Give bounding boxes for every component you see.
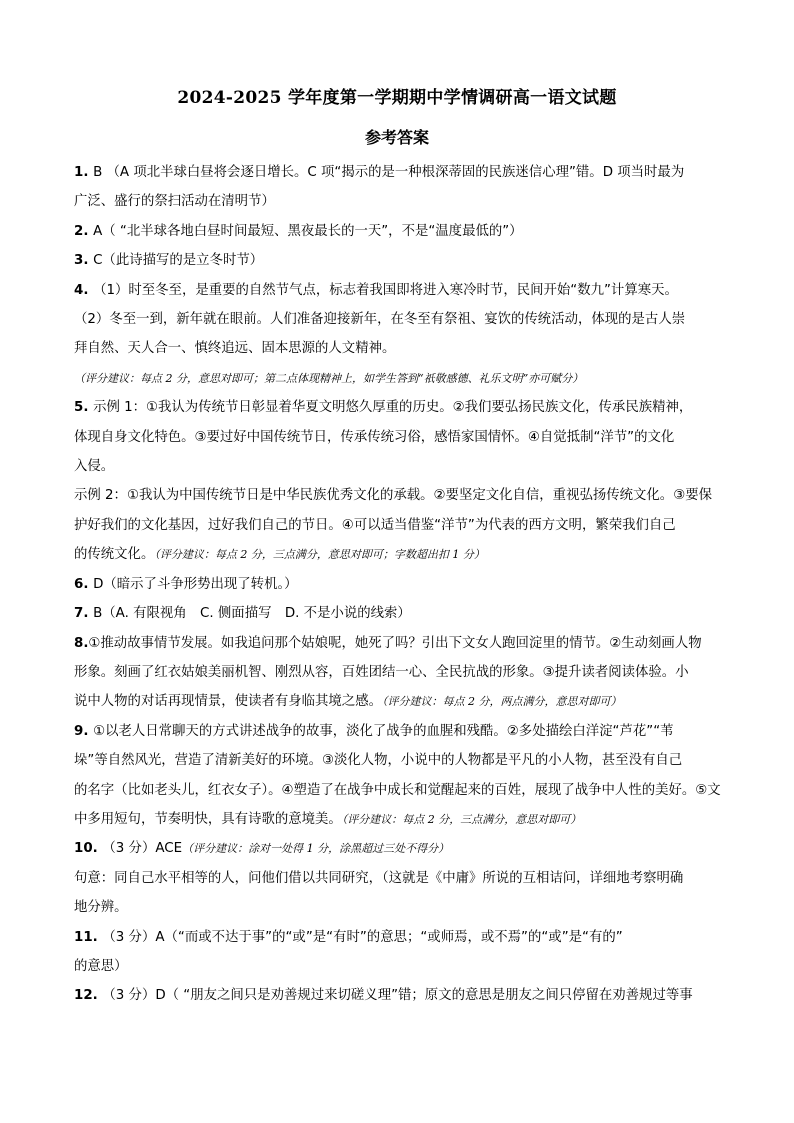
question-number: 5. (74, 400, 94, 416)
scoring-note: （评分建议：每点 2 分，意思对即可；第二点体现精神上，如学生答到“祇敬感德、礼乐文明”亦可赋分） (74, 371, 584, 385)
answer-text: ①推动故事情节发展。如我追问那个姑娘呢，她死了吗？引出下文女人跑回淀里的情节。②生动刻画人物 (88, 635, 702, 651)
answer-line (74, 923, 720, 952)
answer-text: A（ “北半球各地白昼时间最短、黑夜最长的一天”，不是“温度最低的”） (93, 223, 523, 239)
answer-text: 广泛、盛行的祭扫活动在清明节） (74, 194, 275, 210)
answer-line (74, 776, 720, 805)
answer-line (74, 511, 720, 540)
scoring-note: （评分建议：涂对一处得 1 分，涂黑超过三处不得分） (182, 842, 450, 856)
answer-line (74, 805, 720, 834)
answer-line (74, 893, 720, 922)
answer-text: B （A 项北半球白昼将会逐日增长。C 项“揭示的是一种根深蒂固的民族迷信心理”错。D 项当时最为 (93, 165, 685, 180)
answer-text: （3 分）A（“而或不达于事”的“或”是“有时”的意思；“或师焉，或不焉”的“或”是“有的” (102, 929, 623, 945)
answer-line (74, 717, 720, 746)
answer-line (74, 276, 720, 305)
answer-line (74, 570, 720, 599)
question-number: 12. (74, 988, 103, 1004)
document-subtitle: 参考答案 (364, 128, 429, 147)
answer-text: 说中人物的对话再现情景，使读者有身临其境之感。 (74, 694, 382, 710)
answer-text: 的名字（比如老头儿，红衣女子）。④塑造了在战争中成长和觉醒起来的百姓，展现了战争中人性的美好。⑤文 (74, 782, 721, 798)
question-number: 7. (74, 606, 94, 622)
answer-line (74, 952, 720, 981)
question-number: 3. (74, 253, 94, 269)
answer-line (74, 599, 720, 628)
answer-text: 体现自身文化特色。③要过好中国传统节日，传承传统习俗，感悟家国情怀。④自觉抵制“洋节”的文化 (74, 429, 675, 445)
question-number: 2. (74, 223, 94, 239)
answer-text: B（A. 有限视角 C. 侧面描写 D. 不是小说的线索） (93, 606, 411, 622)
answer-line (74, 187, 720, 216)
answer-text: 句意：同自己水平相等的人，问他们借以共同研究，（这就是《中庸》所说的互相诘问，详细地考察明确 (74, 870, 684, 886)
answer-text: （1）时至冬至，是重要的自然节气点，标志着我国即将进入寒冷时节，民间开始“数九”计算寒天。 (93, 282, 678, 298)
answer-text: D（暗示了斗争形势出现了转机。） (93, 576, 298, 592)
scoring-note: （评分建议：每点 2 分，两点满分，意思对即可） (381, 695, 622, 709)
answer-line (74, 217, 720, 246)
answer-line (74, 305, 720, 334)
question-number: 8. (74, 635, 89, 651)
answer-line (74, 834, 720, 863)
answer-text: 护好我们的文化基因，过好我们自己的节日。④可以适当借鉴“洋节”为代表的西方文明，繁荣我们自己 (74, 517, 676, 533)
answer-text: 的传统文化。 (74, 547, 155, 563)
answer-text: 垛”等自然风光，营造了清新美好的环境。③淡化人物，小说中的人物都是平凡的小人物，甚至没有自己 (74, 753, 683, 769)
answer-line (74, 364, 720, 393)
answer-line (74, 423, 720, 452)
answer-text: 入侵。 (74, 459, 115, 475)
answer-text: 形象。刻画了红衣姑娘美丽机智、刚烈从容，百姓团结一心、全民抗战的形象。③提升读者阅读体验。小 (74, 664, 689, 680)
answer-line (74, 246, 720, 275)
question-number: 10. (74, 841, 103, 857)
answer-text: 示例 2：①我认为中国传统节日是中华民族优秀文化的承载。②要坚定文化自信，重视弘扬传统文化。③要保 (74, 488, 712, 504)
scoring-note: （评分建议：每点 2 分，三点满分，意思对即可；字数超出扣 1 分） (154, 548, 485, 562)
question-number: 1. (74, 165, 94, 180)
answer-line (74, 629, 720, 658)
answer-line (74, 864, 720, 893)
answer-line (74, 746, 720, 775)
answer-text: 拜自然、天人合一、慎终追远、固本思源的人文精神。 (74, 341, 396, 357)
answer-line (74, 540, 720, 569)
question-number: 11. (74, 929, 103, 945)
answer-line (74, 658, 720, 687)
answer-line (74, 393, 720, 422)
answer-text: （2）冬至一到，新年就在眼前。人们准备迎接新年，在冬至有祭祖、宴饮的传统活动，体现的是古人崇 (74, 312, 686, 328)
answer-line (74, 481, 720, 510)
answer-text: ①以老人日常聊天的方式讲述战争的故事，淡化了战争的血腥和残酷。②多处描绘白洋淀“芦花”“苇 (93, 723, 674, 739)
answer-text: （3 分）ACE (102, 841, 183, 857)
question-number: 6. (74, 576, 94, 592)
question-number: 9. (74, 723, 94, 739)
answer-text: （3 分）D（ “朋友之间只是劝善规过来切磋义理”错；原文的意思是朋友之间只停留在劝善规过等事 (102, 988, 693, 1004)
answer-line (74, 158, 720, 187)
answer-text: 示例 1：①我认为传统节日彰显着华夏文明悠久厚重的历史。②我们要弘扬民族文化，传承民族精神， (93, 400, 693, 416)
answer-line (74, 687, 720, 716)
answer-line (74, 334, 720, 363)
question-number: 4. (74, 282, 94, 298)
answer-line (74, 452, 720, 481)
document-title: 2024-2025 学年度第一学期期中学情调研高一语文试题 (177, 88, 617, 108)
answer-line (74, 981, 720, 1010)
scoring-note: （评分建议：每点 2 分，三点满分，意思对即可） (341, 812, 582, 826)
answer-text: C（此诗描写的是立冬时节） (93, 253, 264, 269)
answer-text: 地分辨。 (74, 900, 128, 916)
answer-text: 的意思） (74, 958, 128, 974)
answer-list (74, 158, 720, 1011)
answer-text: 中多用短句，节奏明快，具有诗歌的意境美。 (74, 811, 342, 827)
